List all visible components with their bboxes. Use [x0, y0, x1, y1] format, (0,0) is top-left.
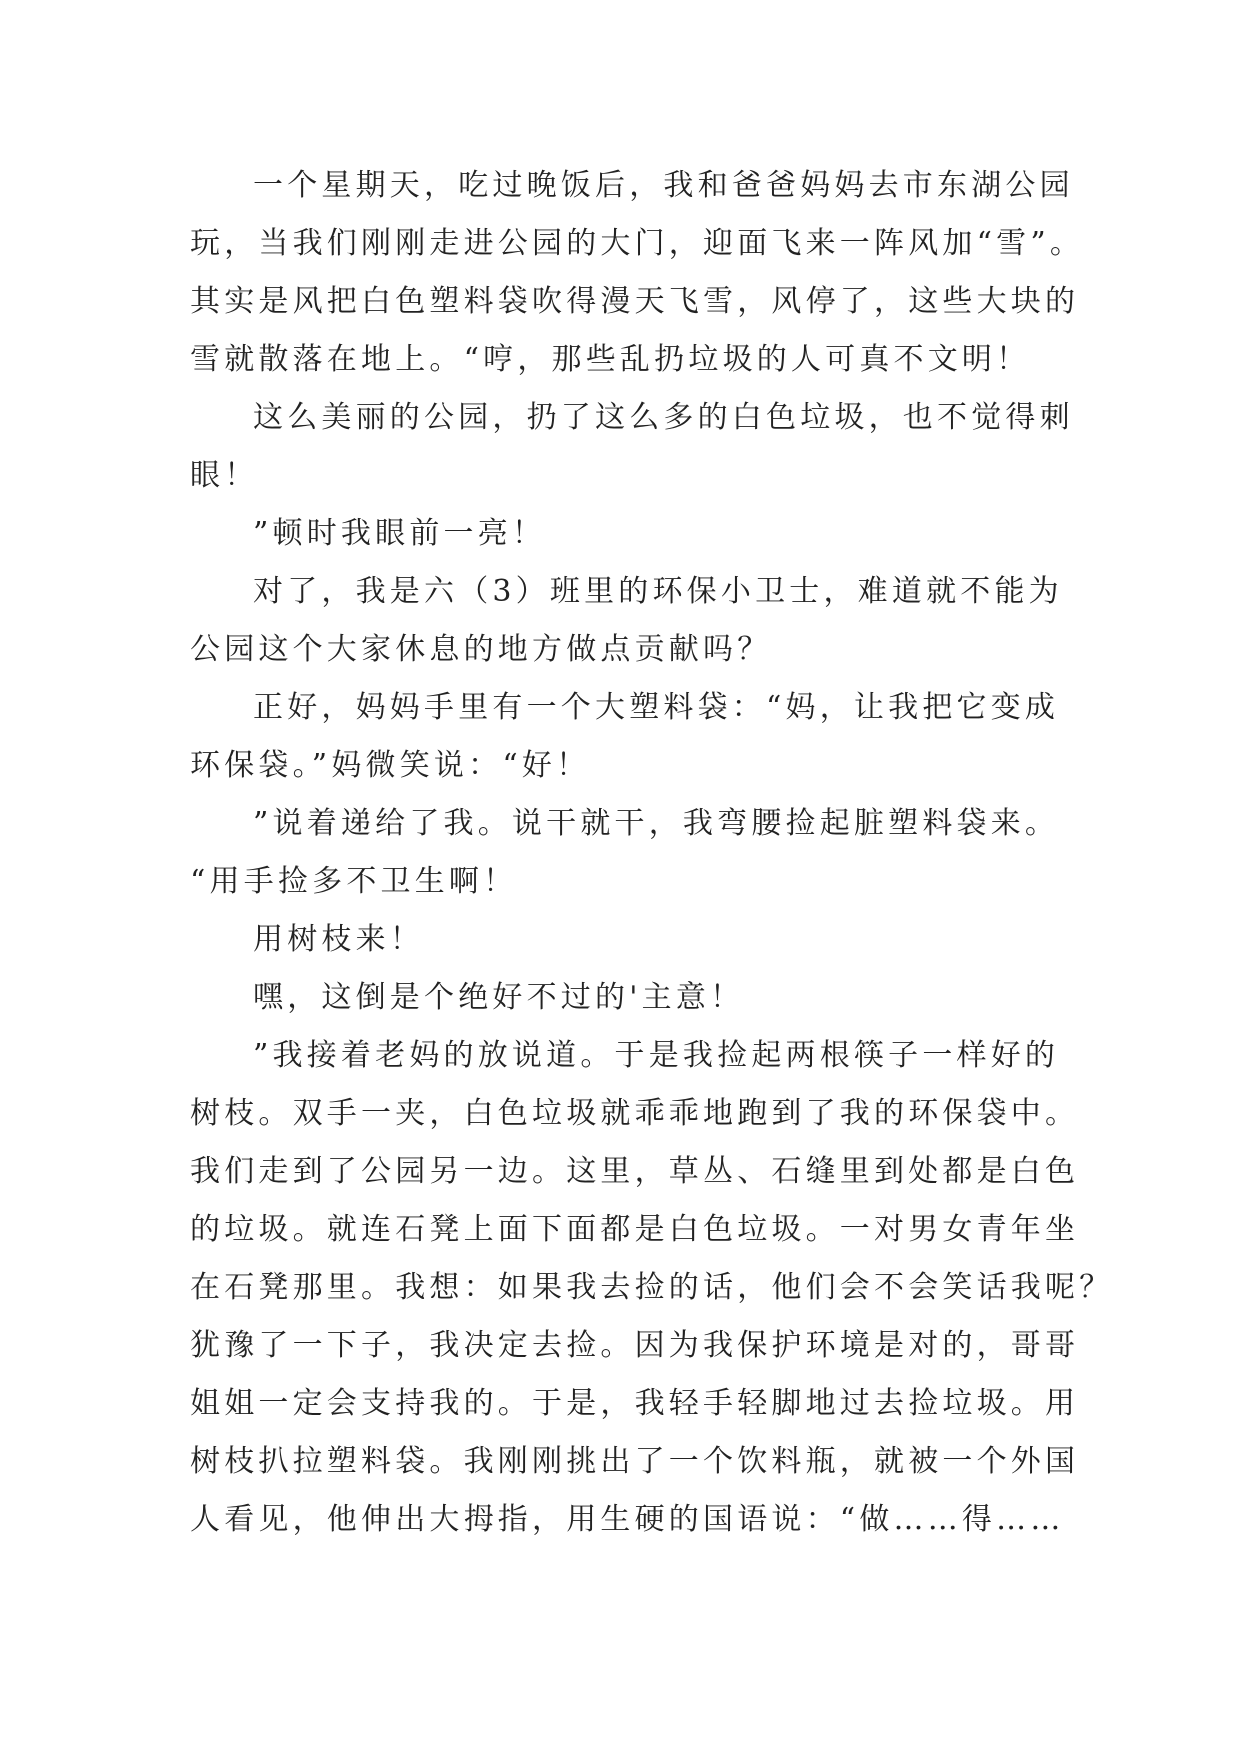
text-line: 树枝。双手一夹，白色垃圾就乖乖地跑到了我的环保袋中。: [190, 1096, 1080, 1131]
text-line: 用树枝来！: [253, 922, 424, 957]
text-line: 公园这个大家休息的地方做点贡献吗？: [190, 632, 772, 667]
text-line: ”顿时我眼前一亮！: [253, 516, 547, 551]
text-line: 雪就散落在地上。“哼，那些乱扔垃圾的人可真不文明！: [190, 342, 1031, 377]
text-line: 嘿，这倒是个绝好不过的'主意！: [253, 980, 745, 1015]
text-line: 树枝扒拉塑料袋。我刚刚挑出了一个饮料瓶，就被一个外国: [190, 1444, 1080, 1479]
text-line: ”我接着老妈的放说道。于是我捡起两根筷子一样好的: [253, 1038, 1060, 1073]
text-line: 环保袋。”妈微笑说：“好！: [190, 748, 591, 783]
text-line: 我们走到了公园另一边。这里，草丛、石缝里到处都是白色: [190, 1154, 1080, 1189]
text-line: 在石凳那里。我想：如果我去捡的话，他们会不会笑话我呢？: [190, 1270, 1114, 1305]
text-line: 其实是风把白色塑料袋吹得漫天飞雪，风停了，这些大块的: [190, 284, 1080, 319]
text-line: 姐姐一定会支持我的。于是，我轻手轻脚地过去捡垃圾。用: [190, 1386, 1080, 1421]
text-line: 玩，当我们刚刚走进公园的大门，迎面飞来一阵风加“雪”。: [190, 226, 1085, 261]
text-line: “用手捡多不卫生啊！: [190, 864, 518, 899]
text-line: 正好，妈妈手里有一个大塑料袋：“妈，让我把它变成: [253, 690, 1060, 725]
text-line: 一个星期天，吃过晚饭后，我和爸爸妈妈去市东湖公园: [253, 168, 1074, 203]
text-line: 犹豫了一下子，我决定去捡。因为我保护环境是对的，哥哥: [190, 1328, 1080, 1363]
text-line: 对了，我是六（3）班里的环保小卫士，难道就不能为: [253, 574, 1063, 609]
text-line: 人看见，他伸出大拇指，用生硬的国语说：“做……得……: [190, 1502, 1065, 1537]
text-line: ”说着递给了我。说干就干，我弯腰捡起脏塑料袋来。: [253, 806, 1060, 841]
text-line: 眼！: [190, 458, 259, 493]
text-line: 的垃圾。就连石凳上面下面都是白色垃圾。一对男女青年坐: [190, 1212, 1080, 1247]
text-line: 这么美丽的公园，扔了这么多的白色垃圾，也不觉得刺: [253, 400, 1074, 435]
